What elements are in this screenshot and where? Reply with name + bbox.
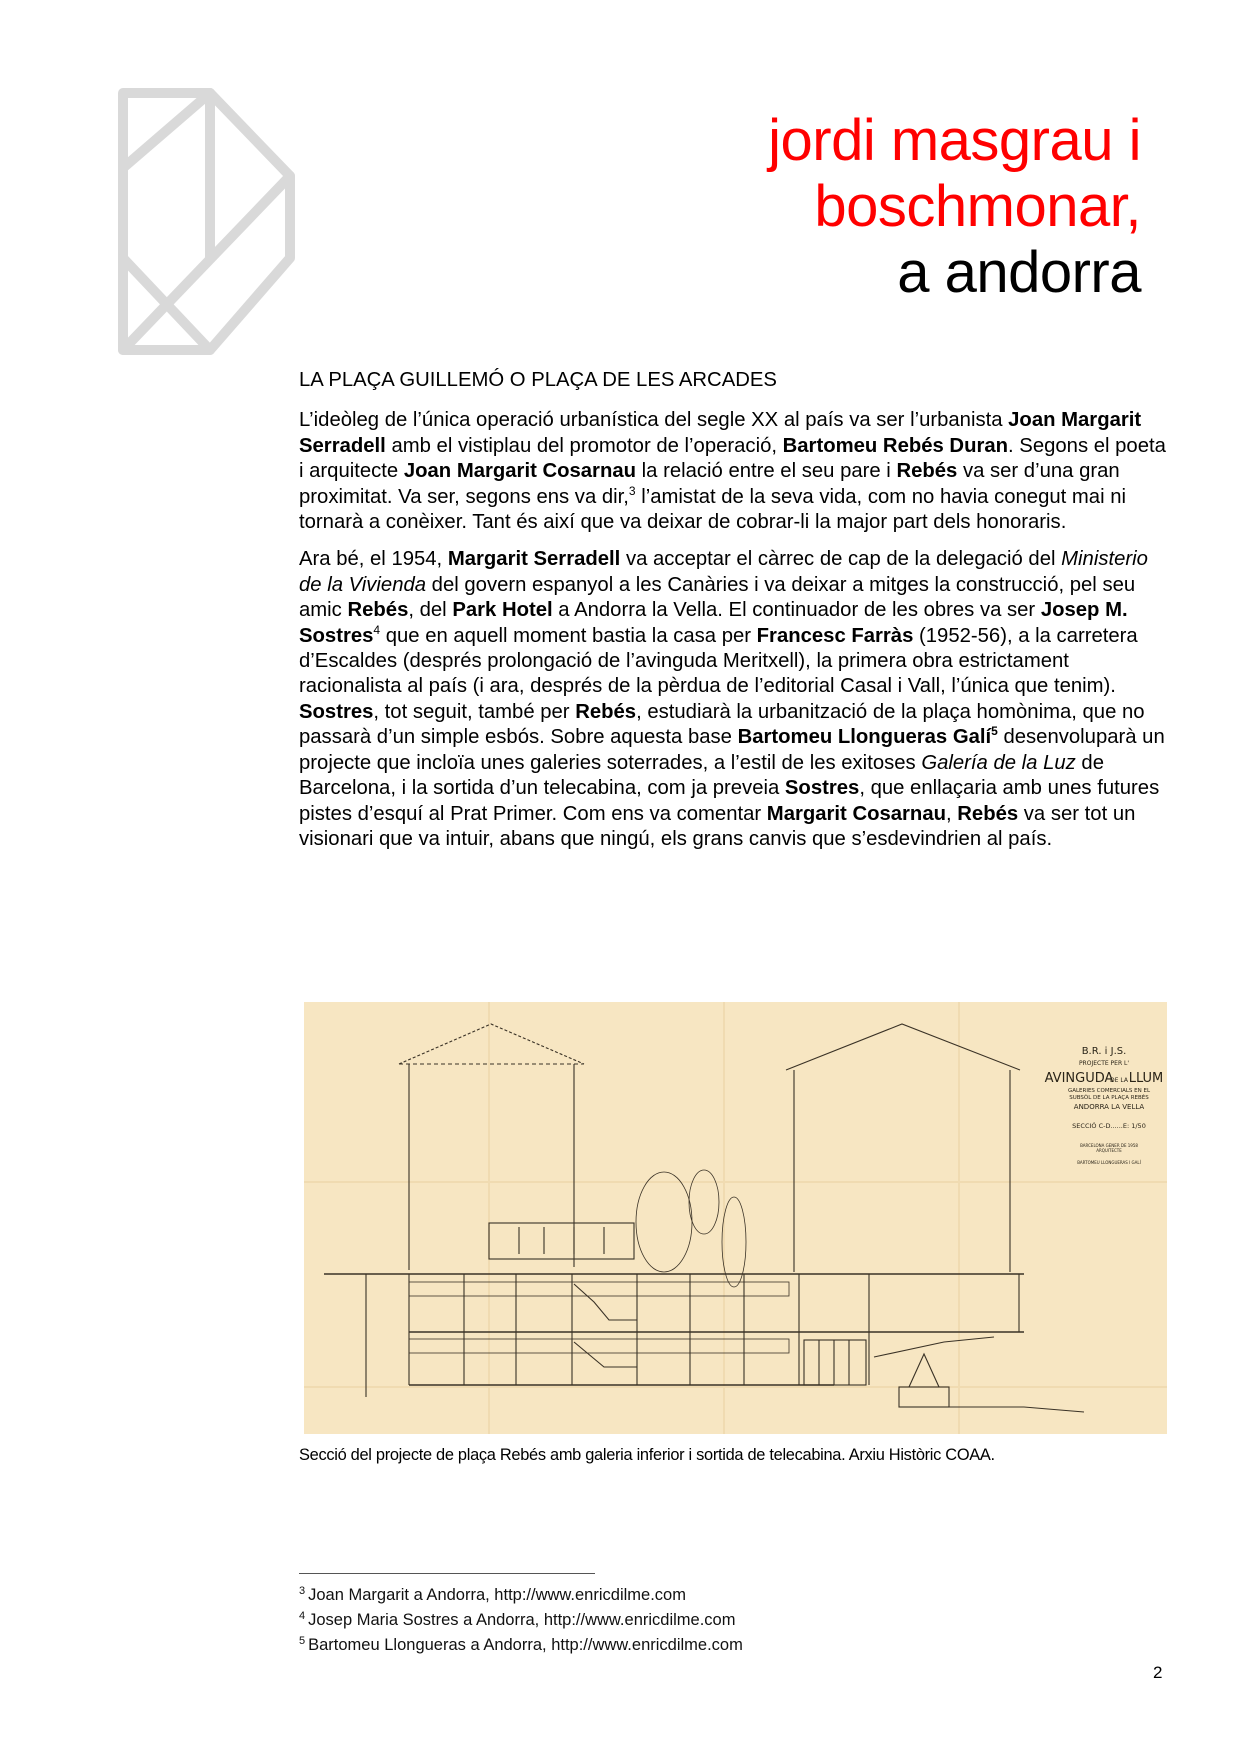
bold-name: Josep M. Sostres: [299, 599, 1128, 647]
bold-name: Park Hotel: [452, 599, 553, 622]
bold-name: Margarit Serradell: [447, 548, 621, 571]
text-run: la relació entre el seu pare i: [636, 460, 897, 483]
bold-name: Sostres: [299, 700, 374, 723]
text-run: ,: [946, 802, 958, 825]
text-run: (1952-56), a la carretera d’Escaldes (després prolongació de l’avinguda Meritxell), la primera obra estrictament racionalista al país (i ara, després de la pèrdua de l’editorial Casal i Vall, l’única que tenim).: [299, 624, 1138, 698]
text-run: amb el vistiplau del promotor de l’operació,: [385, 434, 783, 457]
footnotes: [299, 1583, 743, 1658]
text-run: l’amistat de la seva vida, com no havia conegut mai ni tornarà a conèixer. Tant és així que va deixar de cobrar-li la major part dels honoraris.: [299, 485, 1126, 534]
bold-name: Joan Margarit Serradell: [299, 409, 1142, 457]
section-title: LA PLAÇA GUILLEMÓ O PLAÇA DE LES ARCADES: [299, 369, 777, 391]
footnote-ref: 5: [991, 724, 998, 739]
footnote-ref: 4: [373, 622, 381, 637]
footnote-number: 3: [299, 1584, 306, 1597]
footnote-text: Joan Margarit a Andorra, http://www.enricdilme.com: [308, 1586, 686, 1604]
title-line-2: boschmonar,: [814, 174, 1141, 239]
paragraph-1: [299, 408, 1169, 535]
text-run: L’ideòleg de l’única operació urbanística del segle XX al país va ser l’urbanista: [299, 409, 1009, 432]
stamp-line-7: SECCIÓ C-D......E: 1/50: [1072, 1122, 1146, 1130]
italic-title: Galería de la Luz: [921, 751, 1076, 774]
stamp-line-6: ANDORRA LA VELLA: [1073, 1103, 1145, 1111]
text-run: , estudiarà la urbanització de la plaça homònima, que no passarà d’un simple esbós. Sobre aquesta base: [299, 700, 1145, 749]
article-body: [299, 368, 1169, 864]
bold-name: Francesc Farràs: [756, 624, 914, 647]
bold-name: Rebés: [575, 700, 637, 723]
stamp-line-2: PROJECTE PER L': [1078, 1060, 1130, 1067]
text-run: , del: [408, 599, 453, 622]
stamp-line-3a: AVINGUDA: [1044, 1071, 1114, 1086]
footnote-ref: 3: [628, 483, 636, 498]
bold-name: Bartomeu Rebés Duran: [782, 434, 1009, 457]
stamp-line-5: SUBSÒL DE LA PLAÇA REBÉS: [1069, 1095, 1149, 1101]
text-run: a Andorra la Vella. El continuador de les obres va ser: [552, 599, 1041, 622]
publisher-logo: [118, 88, 318, 366]
title-line-3: a andorra: [897, 240, 1141, 305]
bold-name: Sostres: [784, 777, 860, 800]
stamp-line-8: BARCELONA GENER DE 1958: [1080, 1143, 1138, 1148]
text-run: va ser d’una gran proximitat. Va ser, segons ens va dir,: [299, 460, 1120, 508]
footnote-number: 5: [299, 1634, 306, 1647]
title-line-1: jordi masgrau i: [768, 108, 1141, 173]
text-run: Ara bé, el 1954,: [299, 548, 448, 571]
text-run: de Barcelona, i la sortida d’un telecabina, com ja preveia: [299, 751, 1104, 800]
stamp-line-3b: DE LA: [1110, 1077, 1128, 1084]
text-run: , tot seguit, també per: [373, 700, 576, 723]
footnote: [299, 1633, 743, 1658]
italic-title: Ministerio de la Vivienda: [299, 548, 1148, 596]
footnote: [299, 1583, 743, 1608]
paper-background: [304, 1002, 1167, 1434]
text-run: del govern espanyol a les Canàries i va deixar a mitges la construcció, pel seu amic: [299, 573, 1136, 622]
bold-name: Rebés: [896, 460, 958, 483]
footnote-text: Bartomeu Llongueras a Andorra, http://www.enricdilme.com: [308, 1636, 743, 1654]
paragraph-2: [299, 547, 1169, 852]
page-number: 2: [1153, 1663, 1163, 1682]
stamp-line-1: B.R. i J.S.: [1081, 1046, 1127, 1057]
footnote-number: 4: [299, 1609, 306, 1622]
text-run: , que enllaçaria amb unes futures pistes d’esquí al Prat Primer. Com ens va comentar: [299, 777, 1160, 825]
stamp-line-9: ARQUITECTE: [1096, 1148, 1122, 1153]
stamp-line-10: BARTOMEU LLONGUERAS I GALÍ: [1077, 1160, 1141, 1165]
bold-name: Bartomeu Llongueras Galí: [737, 726, 992, 749]
footnote: [299, 1608, 743, 1633]
stamp-line-3c: LLUM: [1128, 1071, 1164, 1086]
figure-caption: Secció del projecte de plaça Rebés amb galeria inferior i sortida de telecabina. Arxiu Històric COAA.: [299, 1446, 995, 1464]
architectural-drawing: [304, 1002, 1167, 1434]
bold-name: Margarit Cosarnau: [766, 802, 946, 825]
footnote-separator: [299, 1573, 595, 1574]
stamp-line-4: GALERIES COMERCIALS EN EL: [1067, 1088, 1151, 1094]
text-run: . Segons el poeta i arquitecte: [299, 434, 1166, 483]
footnote-text: Josep Maria Sostres a Andorra, http://www.enricdilme.com: [308, 1611, 736, 1629]
text-run: va acceptar el càrrec de cap de la delegació del: [620, 548, 1062, 571]
text-run: que en aquell moment bastia la casa per: [380, 624, 757, 647]
text-run: desenvoluparà un projecte que incloïa unes galeries soterrades, a l’estil de les exitoses: [299, 726, 1165, 774]
bold-name: Rebés: [957, 802, 1019, 825]
bold-name: Rebés: [347, 599, 409, 622]
document-title: [768, 108, 1141, 306]
text-run: va ser tot un visionari que va intuir, abans que ningú, els grans canvis que s’esdevindrien al país.: [299, 802, 1136, 850]
bold-name: Joan Margarit Cosarnau: [403, 460, 637, 483]
